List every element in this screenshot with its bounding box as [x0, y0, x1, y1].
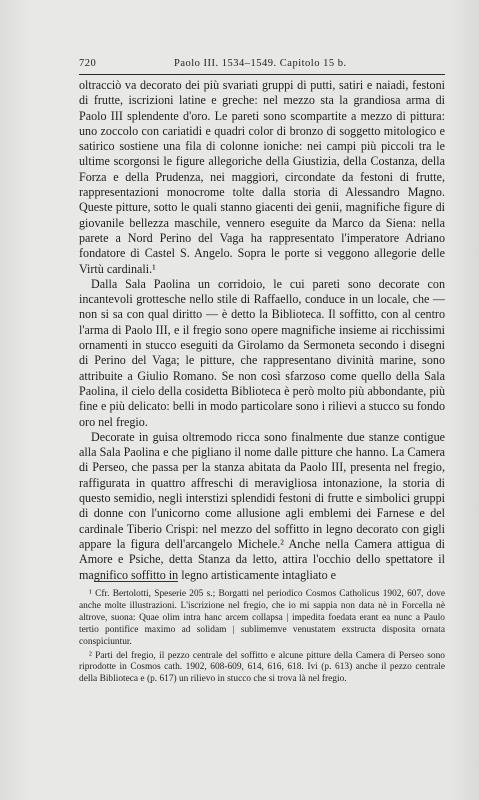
paragraph-3: Decorate in guisa oltremodo ricca sono finalmente due stanze contigue alla Sala Paolina e che pigliano il nome dalle pitture che hanno. La Camera di Perseo, che passa per la stanza abitata da Paolo III, presenta nel fregio, raffigurata in quattro affreschi di meravigliosa intonazione, la storia di questo semidio, negli interstizi splendidi festoni di frutte e simbolici gruppi di donne con l'unicorno come allusione agli emblemi dei Farnese e del cardinale Tiberio Crispi: nel mezzo del soffitto in legno decorato con gigli appare la figura dell'arcangelo Michele.² Anche nella Camera attigua di Amore e Psiche, detta Stanza da letto, attira l'occhio dello spettatore il magnifico soffitto in legno artisticamente intagliato e [79, 429, 445, 582]
paragraph-1: oltracciò va decorato dei più svariati gruppi di putti, satiri e naiadi, festoni di frutte, iscrizioni latine e greche: nel mezzo sta la grandiosa arma di Paolo III splendente d'oro. Le pareti sono scompartite a mezzo di pittura: uno zoccolo con cariatidi e quadri color di bronzo di soggetto mitologico e satirico sostiene una fila di colonne ioniche: nei campi più piccoli tra le ultime scorgonsi le figure allegoriche della Giustizia, della Costanza, della Forza e della Prudenza, nei maggiori, circondate da festoni di frutte, rappresentazioni monocrome tolte dalla storia di Alessandro Magno. Queste pitture, sotto le quali stanno giacenti dei genii, magnifiche figure di giovanile bellezza maschile, vennero eseguite da Marco da Siena: nella parete a Nord Perino del Vaga ha rappresentato l'imperatore Adriano fondatore di Castel S. Angelo. Sopra le porte si veggono allegorie delle Virtù cardinali.¹ [79, 78, 445, 276]
paragraph-2: Dalla Sala Paolina un corridoio, le cui pareti sono decorate con incantevoli grottesche nello stile di Raffaello, conduce in un locale, che — non si sa con qual diritto — è detto la Biblioteca. Il soffitto, con al centro l'arma di Paolo III, e il fregio sono opere magnifiche insieme ai ricchissimi ornamenti in stucco eseguiti da Girolamo da Sermoneta secondo i disegni di Perino del Vaga; le pitture, che rappresentano divinità marine, sono attribuite a Giulio Romano. Se non così sfarzoso come quello della Sala Paolina, il cielo della cosidetta Biblioteca è però molto più abbondante, più fine e più delicato: belli in modo particolare sono i rilievi a stucco su fondo oro nel fregio. [79, 276, 445, 429]
page-number: 720 [79, 58, 97, 69]
header-rule [79, 74, 445, 75]
footnote-1: ¹ Cfr. Bertolotti, Speserie 205 s.; Borgatti nel periodico Cosmos Catholicus 1902, 607, dove anche molte illustrazioni. L'iscrizione nel fregio, che io mi sappia non data nè in Forcella nè altrove, suona: Quae olim intra hanc arcem collapsa | impedita foedata erant ea nunc a Paulo tertio pontifice maximo ad solidam | sublimemve venustatem exstructa disposita ornata conspiciuntur. [79, 589, 445, 647]
footnote-2: ² Parti del fregio, il pezzo centrale del soffitto e alcune pitture della Camera di Perseo sono riprodotte in Cosmos cath. 1902, 608-609, 614, 616, 618. Ivi (p. 613) anche il pezzo centrale della Biblioteca e (p. 617) un rilievo in stucco che si trova là nel fregio. [79, 650, 445, 685]
running-title: Paolo III. 1534–1549. Capitolo 15 b. [174, 58, 347, 69]
footnote-rule [94, 581, 178, 582]
main-text [79, 78, 445, 583]
footnotes [79, 589, 445, 688]
